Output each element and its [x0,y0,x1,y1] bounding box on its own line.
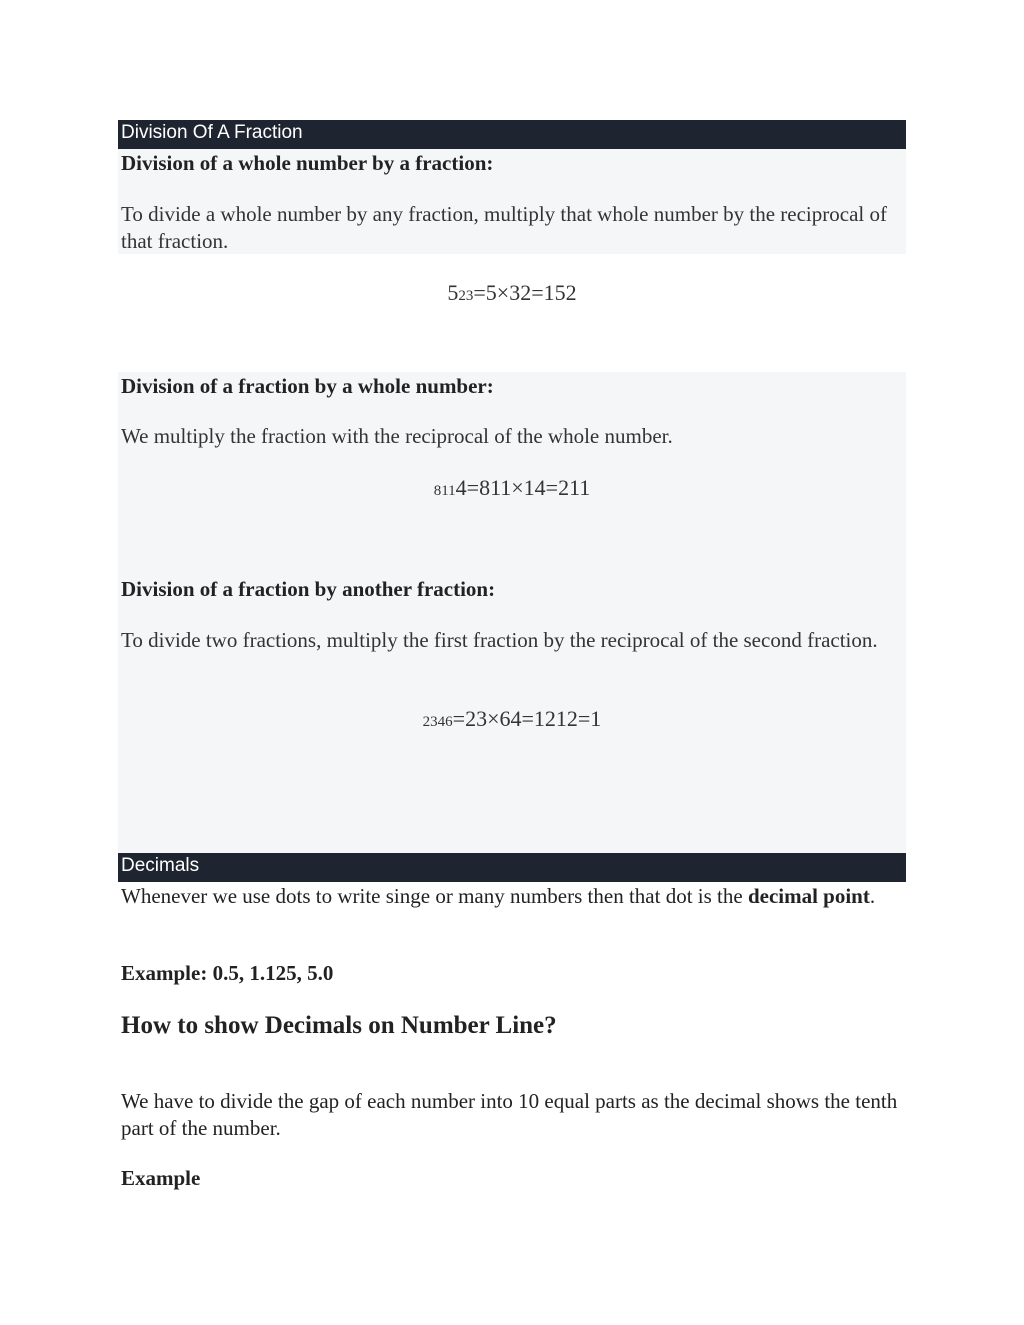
eq-rest: 4=811×14=211 [455,475,591,500]
number-line-text: We have to divide the gap of each number into 10 equal parts as the decimal shows the tenth part of the number. [121,1089,898,1140]
eq-rest: =5×32=152 [473,280,577,305]
equation-fraction-by-fraction [118,706,906,732]
equation-whole-by-fraction [118,280,906,306]
section-title-bar-decimals [118,853,906,882]
eq-small: 811 [433,483,456,499]
text-fraction-by-whole: We multiply the fraction with the reciprocal of the whole number. [121,424,673,448]
decimals-intro [121,883,906,910]
eq-small: 2346 [422,714,453,730]
intro-bold-term: decimal point [747,884,870,908]
decimals-example: Example: 0.5, 1.125, 5.0 [121,961,334,985]
eq-rest: =23×64=1212=1 [452,706,602,731]
number-line-heading: How to show Decimals on Number Line? [121,1012,557,1039]
section-title: Division Of A Fraction [121,122,303,143]
section-title-bar-fraction [118,120,906,149]
eq-lead: 5 [447,280,459,305]
section-title: Decimals [121,855,200,876]
text-whole-by-fraction: To divide a whole number by any fraction, multiply that whole number by the reciprocal of that fraction. [121,202,887,253]
heading-fraction-by-fraction: Division of a fraction by another fraction: [121,577,496,601]
equation-fraction-by-whole [118,475,906,501]
eq-small: 23 [458,288,474,304]
intro-end: . [869,884,876,908]
text-fraction-by-fraction: To divide two fractions, multiply the first fraction by the reciprocal of the second fraction. [121,628,878,652]
example-label: Example [121,1166,201,1190]
heading-whole-by-fraction: Division of a whole number by a fraction: [121,151,494,175]
heading-fraction-by-whole: Division of a fraction by a whole number: [121,374,494,398]
intro-text: Whenever we use dots to write singe or many numbers then that dot is the [121,884,748,908]
